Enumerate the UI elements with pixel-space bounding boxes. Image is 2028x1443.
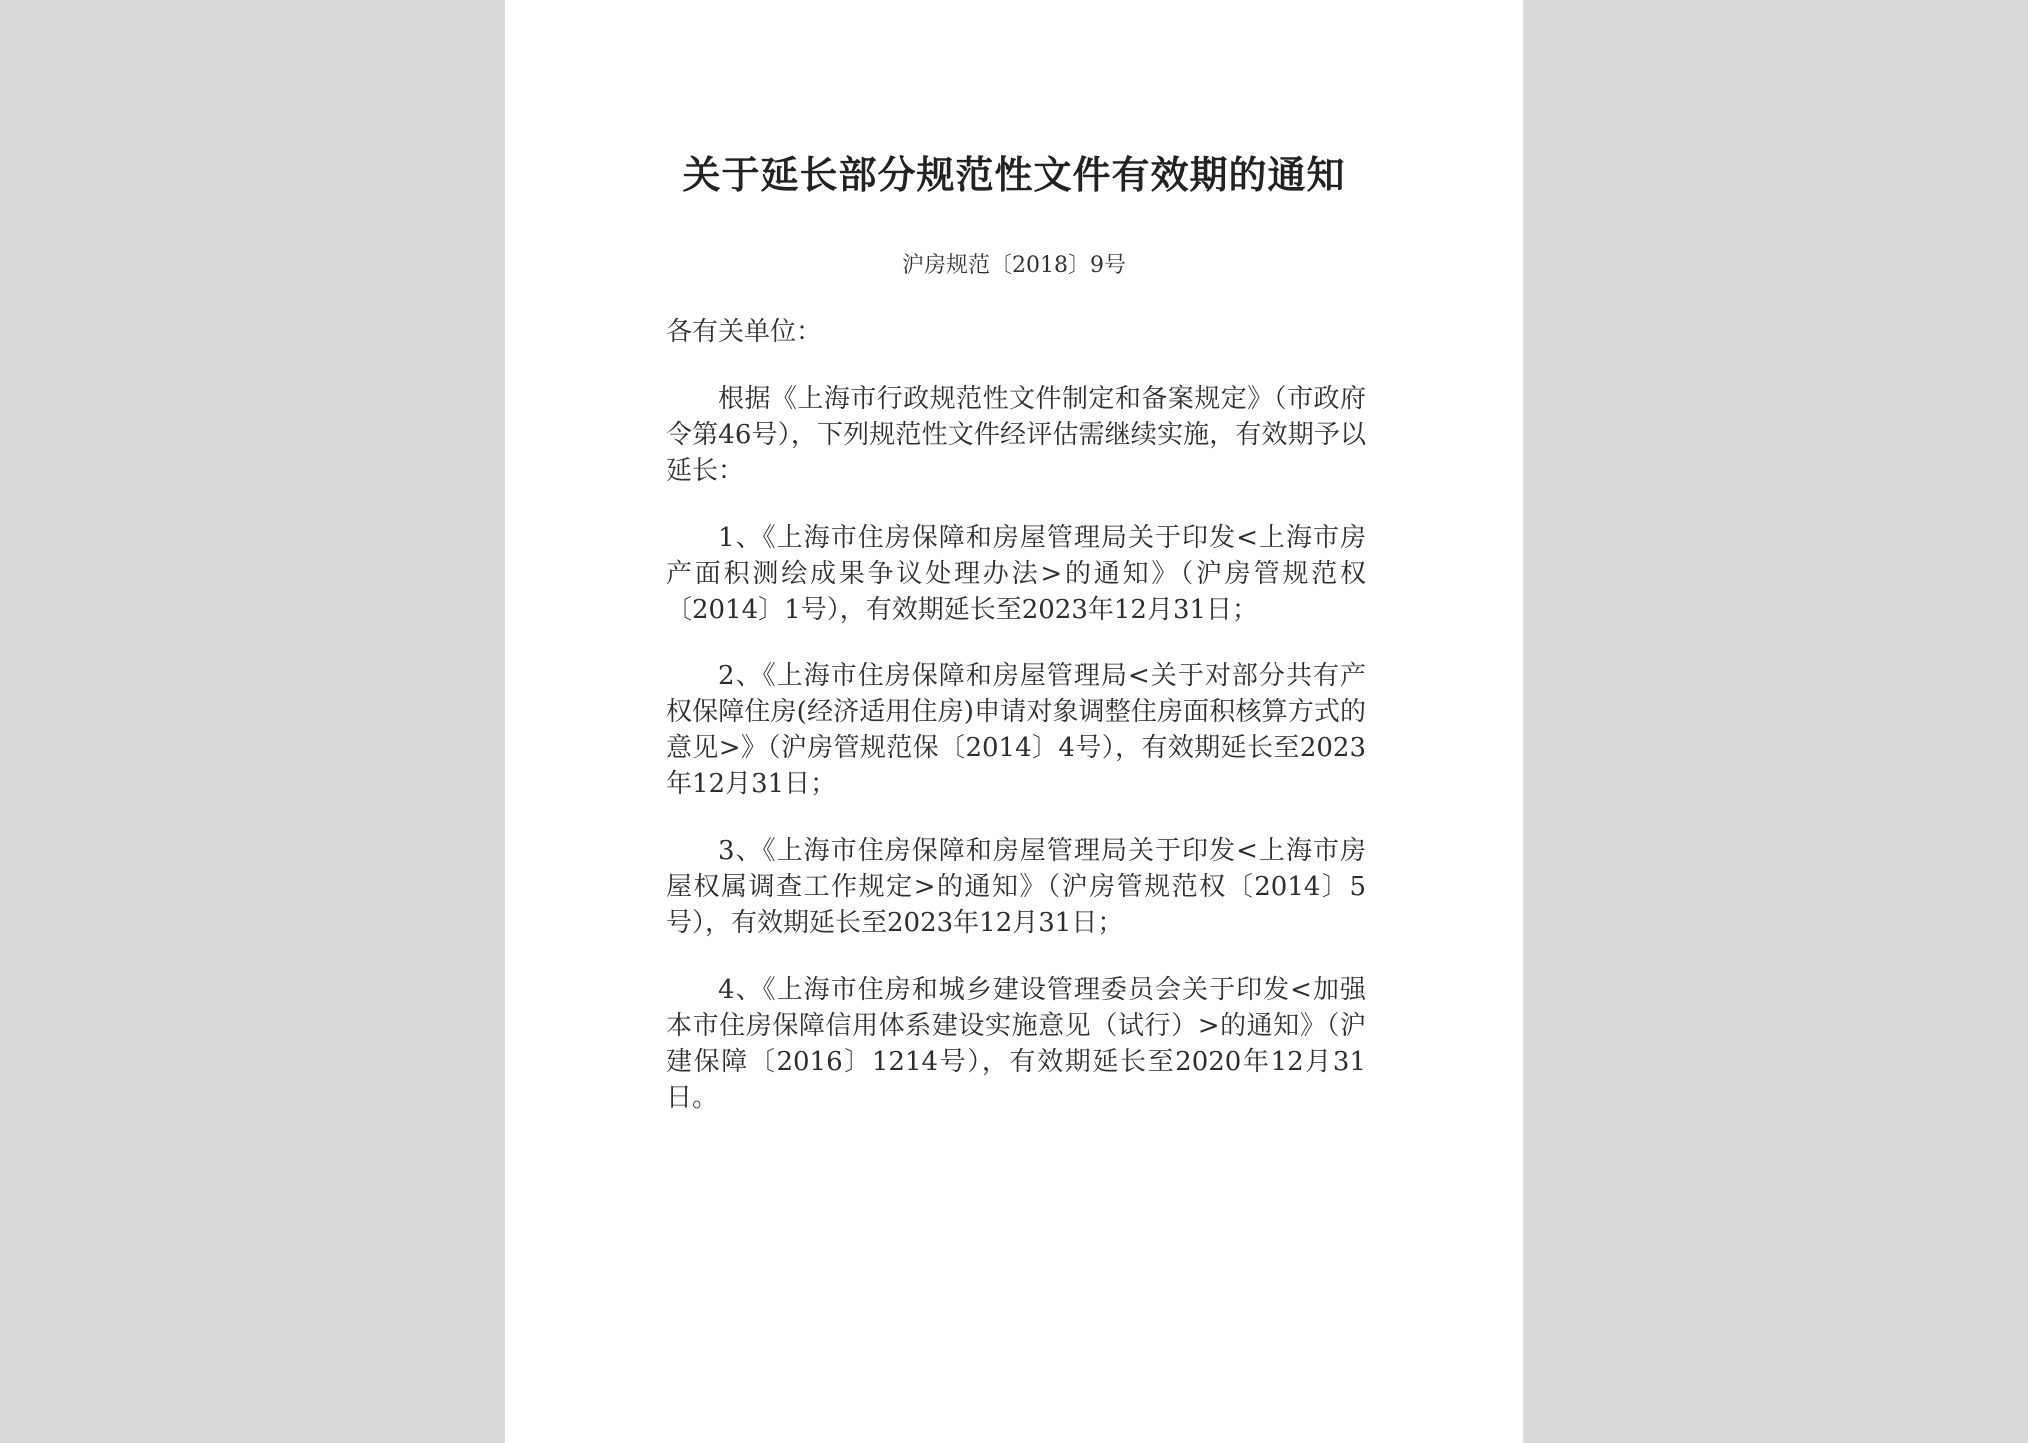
list-item: 4、《上海市住房和城乡建设管理委员会关于印发<加强本市住房保障信用体系建设实施意见（试行）>的通知》（沪建保障〔2016〕1214号），有效期延长至2020年12月31日。	[666, 975, 1366, 1113]
salutation: 各有关单位：	[666, 317, 823, 347]
document-number: 沪房规范〔2018〕9号	[902, 253, 1126, 278]
document-title: 关于延长部分规范性文件有效期的通知	[682, 153, 1346, 197]
document-page	[505, 0, 1523, 1443]
list-item: 1、《上海市住房保障和房屋管理局关于印发<上海市房产面积测绘成果争议处理办法>的通知》（沪房管规范权〔2014〕1号），有效期延长至2023年12月31日；	[666, 523, 1366, 625]
list-item: 3、《上海市住房保障和房屋管理局关于印发<上海市房屋权属调查工作规定>的通知》（沪房管规范权〔2014〕5号），有效期延长至2023年12月31日；	[666, 836, 1366, 938]
intro-paragraph: 根据《上海市行政规范性文件制定和备案规定》（市政府令第46号），下列规范性文件经评估需继续实施，有效期予以延长：	[666, 384, 1366, 486]
list-item: 2、《上海市住房保障和房屋管理局<关于对部分共有产权保障住房(经济适用住房)申请对象调整住房面积核算方式的意见>》（沪房管规范保〔2014〕4号），有效期延长至2023年12月31日；	[666, 661, 1366, 799]
